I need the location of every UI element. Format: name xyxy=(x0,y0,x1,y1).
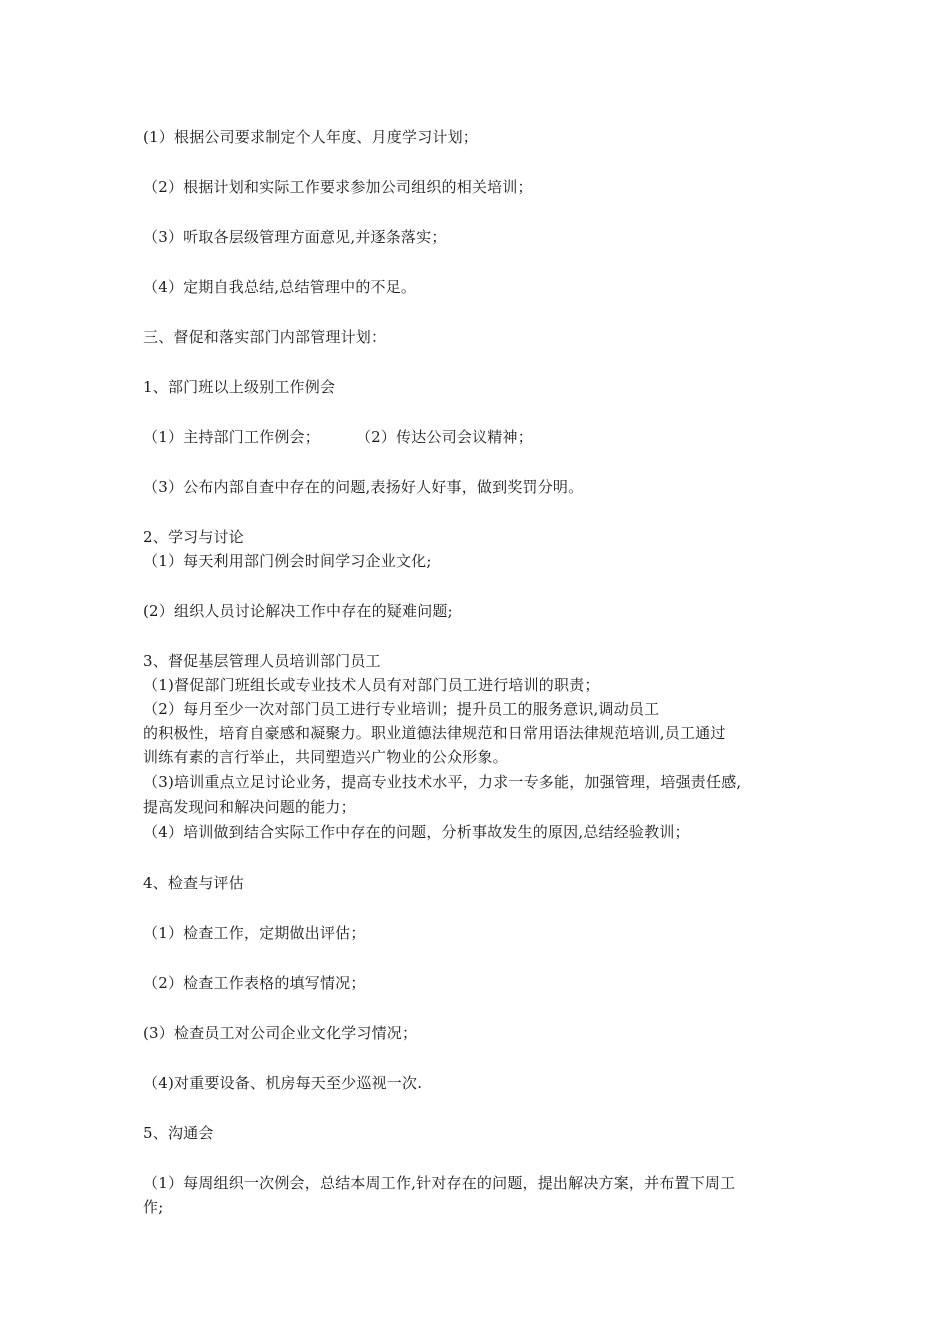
paragraph-line: （2）根据计划和实际工作要求参加公司组织的相关培训； xyxy=(143,178,533,196)
paragraph-line: （1)督促部门班组长或专业技术人员有对部门员工进行培训的职责； xyxy=(143,676,600,694)
paragraph-line: (2）组织人员讨论解决工作中存在的疑难问题; xyxy=(143,602,453,620)
paragraph-line: 作; xyxy=(143,1198,164,1216)
subsection-heading: 2、学习与讨论 xyxy=(143,528,244,546)
subsection-heading: 1、部门班以上级别工作例会 xyxy=(143,378,336,396)
paragraph-line: （4)对重要设备、机房每天至少巡视一次. xyxy=(143,1074,423,1092)
section-heading: 三、督促和落实部门内部管理计划： xyxy=(143,328,387,346)
list-item: （2）传达公司会议精神； xyxy=(355,428,533,446)
paragraph-line: （4）定期自我总结,总结管理中的不足。 xyxy=(143,278,417,296)
paragraph-line: (1）根据公司要求制定个人年度、月度学习计划； xyxy=(143,128,478,146)
paragraph-line: 提高发现问和解决问题的能力； xyxy=(143,798,356,816)
list-item: （1）主持部门工作例会； xyxy=(143,428,320,446)
paragraph-line: （3）公布内部自查中存在的问题,表扬好人好事，做到奖罚分明。 xyxy=(143,478,584,496)
subsection-heading: 5、沟通会 xyxy=(143,1124,214,1142)
subsection-heading: 4、检查与评估 xyxy=(143,874,244,892)
paragraph-line: 训练有素的言行举止，共同塑造兴广物业的公众形象。 xyxy=(143,748,508,766)
subsection-heading: 3、督促基层管理人员培训部门员工 xyxy=(143,652,381,670)
paragraph-line: 的积极性，培育自豪感和凝聚力。职业道德法律规范和日常用语法律规范培训,员工通过 xyxy=(143,724,726,742)
paragraph-line: （1）检查工作，定期做出评估； xyxy=(143,924,366,942)
paragraph-line: （3)培训重点立足讨论业务，提高专业技术水平，力求一专多能，加强管理，培强责任感, xyxy=(143,773,742,791)
paragraph-line: （2）每月至少一次对部门员工进行专业培训；提升员工的服务意识,调动员工 xyxy=(143,700,660,718)
paragraph-line: （1）每周组织一次例会，总结本周工作,针对存在的问题，提出解决方案，并布置下周工 xyxy=(143,1174,736,1192)
paragraph-line: （2）检查工作表格的填写情况； xyxy=(143,974,366,992)
paragraph-line: (3）检查员工对公司企业文化学习情况； xyxy=(143,1024,418,1042)
paragraph-line: （3）听取各层级管理方面意见,并逐条落实； xyxy=(143,228,447,246)
paragraph-line: （4）培训做到结合实际工作中存在的问题，分析事故发生的原因,总结经验教训； xyxy=(143,823,690,841)
paragraph-line xyxy=(143,426,533,448)
paragraph-line: （1）每天利用部门例会时间学习企业文化; xyxy=(143,552,432,570)
